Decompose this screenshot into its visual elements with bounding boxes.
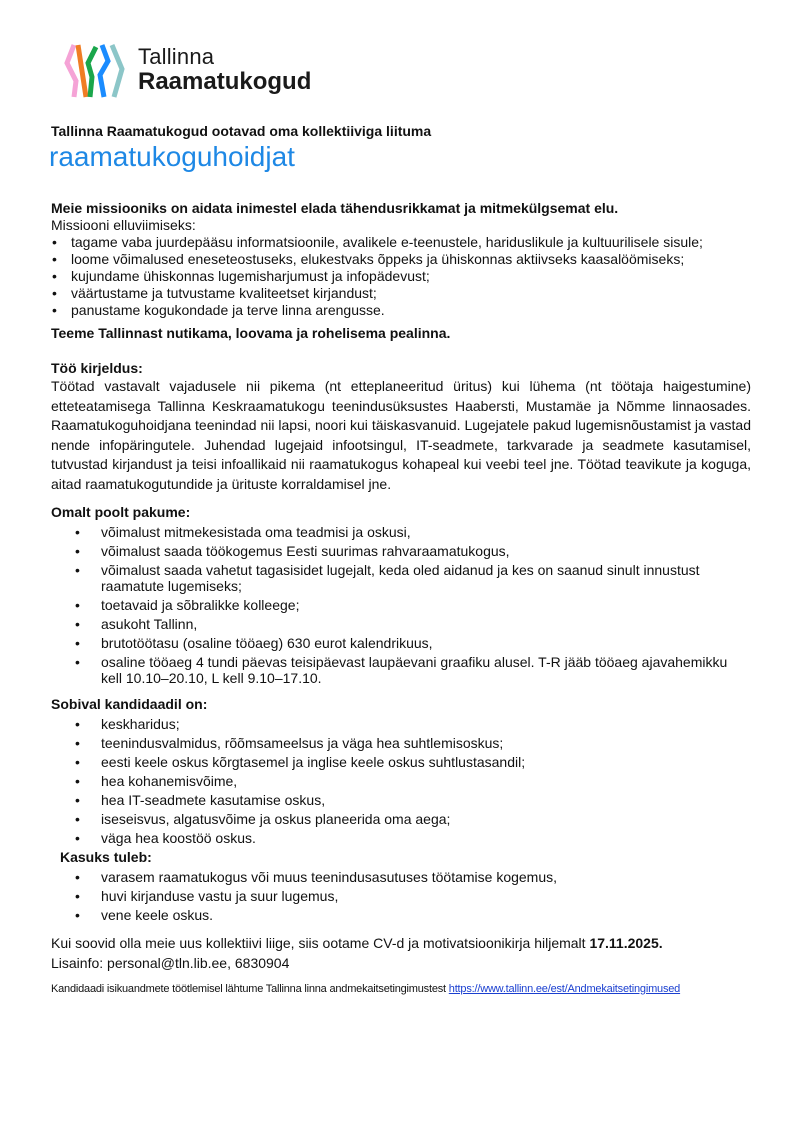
list-item: • varasem raamatukogus või muus teenindusasutuses töötamise kogemus, (51, 869, 751, 885)
document-body (51, 200, 751, 998)
candidate-list (51, 716, 751, 846)
logo-line-1: Tallinna (138, 44, 215, 69)
list-item: • brutotöötasu (osaline tööaeg) 630 eurot kalendrikuus, (51, 635, 751, 651)
list-item: • väärtustame ja tutvustame kvaliteetset kirjandust; (51, 285, 751, 302)
list-item: • hea kohanemisvõime, (51, 773, 751, 789)
list-item: • võimalust saada vahetut tagasisidet lugejalt, keda oled aidanud ja kes on saanud sinult innustust raamatute lugemiseks; (51, 562, 751, 594)
apply-text-body: Kui soovid olla meie uus kollektiivi liige, siis ootame CV-d ja motivatsioonikirja hiljemalt (51, 935, 590, 951)
list-item: • keskharidus; (51, 716, 751, 732)
offer-list (51, 524, 751, 686)
mission-subhead: Missiooni elluviimiseks: (51, 217, 196, 233)
list-item: • võimalust mitmekesistada oma teadmisi ja oskusi, (51, 524, 751, 540)
list-item: • hea IT-seadmete kasutamise oskus, (51, 792, 751, 808)
mission-lead: Meie missiooniks on aidata inimestel elada tähendusrikkamat ja mitmekülgsemat elu. (51, 200, 619, 216)
job-description-heading: Töö kirjeldus: (51, 360, 143, 376)
deadline: 17.11.2025. (589, 935, 663, 951)
list-item: • vene keele oskus. (51, 907, 751, 923)
tallinna-raamatukogud-logo (64, 40, 311, 100)
candidate-heading: Sobival kandidaadil on: (51, 696, 208, 712)
mission-list (51, 234, 751, 319)
privacy-policy-link[interactable]: https://www.tallinn.ee/est/Andmekaitsetingimused (448, 983, 681, 995)
offer-heading: Omalt poolt pakume: (51, 504, 191, 520)
list-item: • asukoht Tallinn, (51, 616, 751, 632)
job-description-text: Töötad vastavalt vajadusele nii pikema (nt etteplaneeritud üritus) kui lühema (nt töötaja haigestumine) etteteatamisega Tallinna Keskraamatukogu teenindusüksustes Haabersti, Mustamäe ja Nõmme linnaosades. Raamatukoguhoidjana teenindad nii lapsi, noori kui täiskasvanuid. Lugejatele pakud lugemisnõustamist ja vastad nende infopäringutele. Juhendad lugejaid infootsingul, IT-seadmete, tarkvarade ja seadmete kasutamisel, tutvustad kirjandust ja teisi infoallikaid nii raamatukogus kohapeal kui veebi teel jne. Töötad teavikute ja koguga, aitad raamatukogutundide ja ürituste korraldamisel jne. (51, 378, 751, 492)
list-item: • võimalust saada töökogemus Eesti suurimas rahvaraamatukogus, (51, 543, 751, 559)
list-item: • loome võimalused eneseteostuseks, elukestvaks õppeks ja ühiskonnas aktiivseks kaasalöömiseks; (51, 251, 751, 268)
list-item: • teenindusvalmidus, rõõmsameelsus ja väga hea suhtlemisoskus; (51, 735, 751, 751)
list-item: • huvi kirjanduse vastu ja suur lugemus, (51, 888, 751, 904)
privacy-note (51, 981, 751, 998)
list-item: • väga hea koostöö oskus. (51, 830, 751, 846)
advantage-heading: Kasuks tuleb: (60, 849, 152, 865)
apply-text (51, 933, 751, 953)
privacy-note-text: Kandidaadi isikuandmete töötlemisel lähtume Tallinna linna andmekaitsetingimustest (51, 983, 449, 995)
intro-heading: Tallinna Raamatukogud ootavad oma kollektiiviga liituma (51, 123, 432, 139)
contact-info: Lisainfo: personal@tln.lib.ee, 6830904 (51, 955, 290, 971)
advantage-list (51, 869, 751, 923)
page-title: raamatukoguhoidjat (49, 141, 295, 172)
logo-line-2: Raamatukogud (138, 68, 312, 95)
list-item: • toetavaid ja sõbralikke kolleege; (51, 597, 751, 613)
logo-mark-icon (64, 41, 126, 99)
list-item: • osaline tööaeg 4 tundi päevas teisipäevast laupäevani graafiku alusel. T-R jääb tööaeg ajavahemikku kell 10.10–20.10, L kell 9.10–17.10. (51, 654, 751, 686)
list-item: • panustame kogukondade ja terve linna arengusse. (51, 302, 751, 319)
list-item: • eesti keele oskus kõrgtasemel ja inglise keele oskus suhtlustasandil; (51, 754, 751, 770)
mission-closing: Teeme Tallinnast nutikama, loovama ja rohelisema pealinna. (51, 325, 451, 341)
list-item: • kujundame ühiskonnas lugemisharjumust ja infopädevust; (51, 268, 751, 285)
list-item: • tagame vaba juurdepääsu informatsioonile, avalikele e-teenustele, hariduslikule ja kultuurilisele sisule; (51, 234, 751, 251)
list-item: • iseseisvus, algatusvõime ja oskus planeerida oma aega; (51, 811, 751, 827)
